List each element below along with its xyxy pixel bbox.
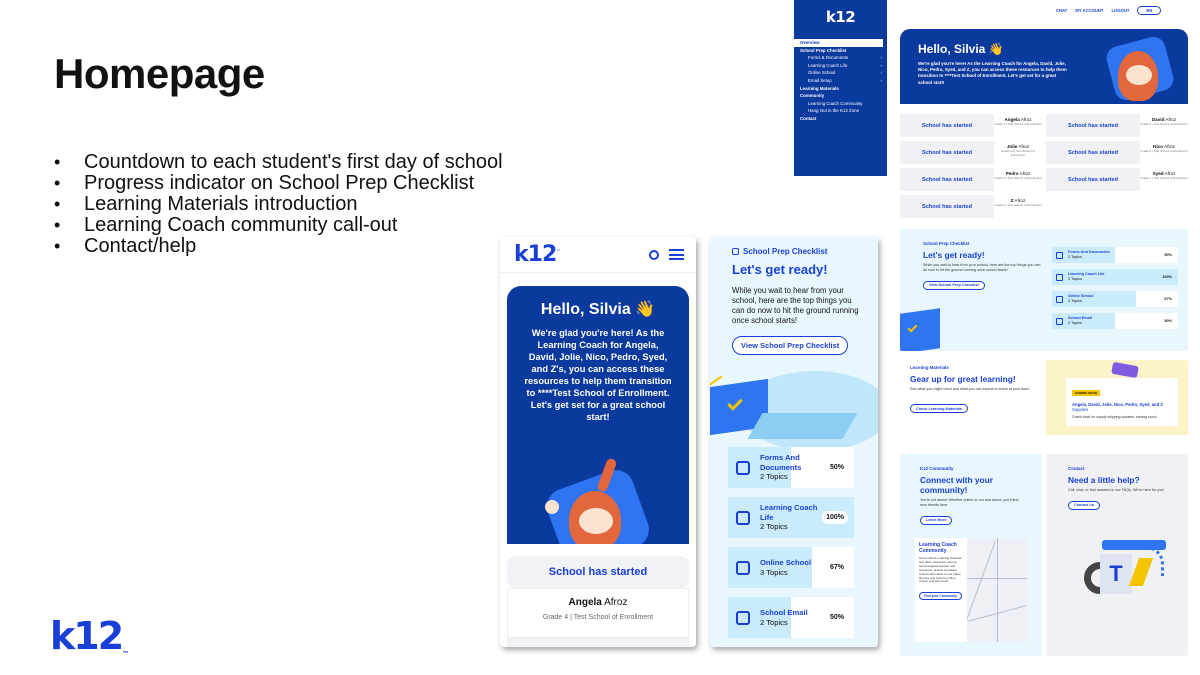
desktop-k12-logo[interactable]: k12	[825, 8, 856, 26]
progress-item-topics: 2 Topics	[760, 472, 788, 482]
progress-item-title: Online School	[1068, 294, 1094, 299]
sidebar-item[interactable]	[794, 69, 887, 77]
view-checklist-button[interactable]: View School Prep Checklist	[732, 336, 848, 355]
student-grade-school: Grade 2 | Test School of Enrollment	[1140, 122, 1188, 126]
mobile-home-screenshot	[500, 237, 696, 647]
contact-us-button[interactable]: Contact Us	[1068, 501, 1100, 510]
student-last-name: Afroz	[1165, 117, 1177, 122]
school-status-label: School has started	[1046, 168, 1140, 191]
student-last-name: Afroz	[604, 597, 628, 608]
progress-item[interactable]	[1052, 247, 1178, 263]
sidebar-item[interactable]	[794, 62, 887, 70]
sidebar-item-label: School Prep Checklist	[800, 47, 847, 53]
student-first-name: Z	[1010, 198, 1014, 203]
student-first-name: David	[1151, 117, 1165, 122]
bullet-item: • Learning Coach community call-out	[54, 215, 503, 236]
checklist-kicker-label: School Prep Checklist	[743, 247, 828, 256]
student-grade-school: Grade 4 | Test School of Enrollment	[542, 614, 654, 621]
contact-description: Call, chat, or find answers in our FAQs. We're here for you!	[1068, 488, 1165, 492]
progress-item[interactable]	[1052, 313, 1178, 329]
school-status-label: School has started	[900, 141, 994, 164]
progress-item-topics: 2 Topics	[1068, 277, 1082, 281]
map-road	[967, 541, 996, 639]
school-status-label: School has started	[1046, 114, 1140, 137]
mobile-k12-logo[interactable]	[514, 242, 559, 267]
sidebar-item[interactable]	[794, 39, 883, 47]
desktop-welcome-hero	[900, 29, 1188, 104]
sidebar-item[interactable]	[794, 115, 887, 123]
view-checklist-button[interactable]: View School Prep Checklist	[923, 281, 985, 290]
forms-icon	[736, 461, 750, 475]
checklist-description: While you wait to hear from your school, here are the top things you can do now to hit the ground running once school starts!	[732, 286, 859, 325]
checklist-topic-icon	[1056, 318, 1063, 325]
progress-percent: 67%	[826, 561, 848, 574]
text-t-icon: T	[1100, 554, 1132, 594]
student-card[interactable]	[1046, 141, 1188, 164]
sidebar-item-label: Contact	[800, 115, 817, 121]
sidebar-item-label: Learning Materials	[800, 85, 839, 91]
checklist-topic-icon	[1056, 274, 1063, 281]
bullet-item: • Countdown to each student's first day of school	[54, 152, 503, 173]
student-first-name: Syed	[1152, 171, 1164, 176]
student-first-name: Angela	[1004, 117, 1020, 122]
sidebar-item-label: Forms & Documents	[808, 55, 849, 61]
sidebar-item[interactable]	[794, 85, 887, 93]
progress-percent: 100%	[822, 511, 848, 524]
menu-icon[interactable]	[669, 249, 684, 260]
supplies-card	[1066, 378, 1178, 426]
sidebar-item[interactable]	[794, 92, 887, 100]
welcome-hero	[507, 286, 689, 544]
progress-item-title: Forms And Documents	[1068, 250, 1110, 255]
school-status-label: School has started	[900, 168, 994, 191]
contact-title: Need a little help?	[1068, 475, 1140, 485]
progress-item[interactable]	[1052, 269, 1178, 285]
desktop-welcome-message: We're glad you're here! As the Learning Coach for Angela, David, Jolie, Nico, Pedro, Syed, and Z, you can access these resources to help them transition to ****Test School of Enrollment. Let's get set for a great school start!	[918, 61, 1067, 85]
checklist-description: While you wait to hear from your school, here are the top things you can do now to hit the ground running once school starts!	[923, 263, 1041, 272]
chat-icon[interactable]	[649, 250, 659, 260]
materials-description: See what you might need and what you can expect to arrive at your door!	[910, 387, 1030, 391]
progress-percent: 67%	[1164, 297, 1172, 301]
progress-item-title: School Email	[1068, 316, 1092, 321]
student-info	[1140, 114, 1188, 137]
logout-link[interactable]: LOGOUT	[1111, 8, 1130, 13]
contact-panel	[1046, 454, 1188, 656]
progress-item-topics: 2 Topics	[760, 617, 788, 627]
my-account-link[interactable]: MY ACCOUNT	[1075, 8, 1104, 13]
student-grade-school: Grade 1 | Test School of Enrollment	[1140, 176, 1188, 180]
sidebar-item-label: Email Setup	[808, 77, 832, 83]
sidebar-item-label: Learning Coach Life	[808, 62, 848, 68]
community-panel	[900, 454, 1042, 656]
check-materials-button[interactable]: Check Learning Materials	[910, 404, 968, 413]
community-title: Connect with your community!	[920, 475, 994, 495]
k12-logo-text: k12	[50, 614, 123, 658]
community-description: You're not alone! Whether online or out and about, you'll find new friends here.	[920, 498, 1019, 507]
school-status-label: School has started	[1046, 141, 1140, 164]
coming-soon-badge: COMING SOON	[1072, 390, 1100, 396]
student-card[interactable]	[900, 195, 1042, 218]
k12-logo	[50, 614, 129, 658]
checklist-topic-icon	[1056, 252, 1063, 259]
sidebar-item[interactable]	[794, 107, 887, 115]
sidebar-item-label: Overview	[800, 40, 820, 45]
welcome-message: We're glad you're here! As the Learning Coach for Angela, David, Jolie, Nico, Pedro, Syed, and Z's, you can access these resources to help them transition to ****Test School of Enrollment. Let's get set for a great school start!	[524, 328, 672, 422]
greeting-heading: Hello, Silvia 👋	[540, 301, 656, 318]
progress-percent: 50%	[1164, 253, 1172, 257]
contact-kicker: Contact	[1068, 466, 1085, 471]
fox-paw-shape	[545, 500, 559, 514]
supplies-card-note: Check back for supply shipping updates, coming soon!	[1072, 415, 1157, 419]
map-illustration	[967, 538, 1027, 642]
trademark-mark: ™	[556, 248, 560, 254]
progress-item-topics: 3 Topics	[1068, 299, 1082, 303]
email-icon	[736, 611, 750, 625]
laptop-keyboard-shape	[747, 413, 857, 439]
chevron-right-icon: ›	[880, 70, 882, 76]
progress-item-school-email[interactable]	[728, 597, 854, 638]
feature-bullet-list	[54, 152, 503, 257]
progress-item-title: Online School	[760, 558, 812, 567]
learning-materials-panel	[900, 360, 1040, 435]
community-kicker: K12 Community	[920, 466, 954, 471]
map-road	[997, 538, 998, 642]
sidebar-nav-list	[794, 39, 887, 123]
sidebar-item-label: Hang Out in the K12 Zone	[808, 108, 860, 114]
materials-coming-soon-panel	[1046, 360, 1188, 435]
checklist-kicker	[732, 247, 866, 256]
student-info	[994, 114, 1042, 137]
dots-illustration	[1146, 546, 1164, 576]
slide-title: Homepage	[54, 50, 265, 97]
materials-kicker: Learning Materials	[910, 365, 949, 370]
student-last-name: Afroz	[1018, 144, 1030, 149]
progress-item-title: Learning Coach Life	[1068, 272, 1105, 277]
checklist-kicker: School Prep Checklist	[923, 241, 970, 246]
progress-item-coach-life[interactable]	[728, 497, 854, 538]
student-info	[994, 141, 1042, 164]
progress-percent: 50%	[1164, 319, 1172, 323]
laptop-illustration	[900, 308, 940, 351]
trademark-mark: ™	[122, 650, 130, 658]
progress-item-title: Forms And Documents	[760, 453, 802, 472]
progress-percent: 50%	[826, 611, 848, 624]
language-select[interactable]: EN	[1137, 6, 1161, 15]
progress-item-topics: 2 Topics	[1068, 255, 1082, 259]
sidebar-item[interactable]	[794, 77, 887, 85]
student-info	[1140, 168, 1188, 191]
supplies-link[interactable]: Supplies	[1072, 407, 1089, 412]
desktop-sidebar-nav	[794, 0, 887, 176]
student-card[interactable]	[507, 588, 689, 638]
bullet-item: • Learning Materials introduction	[54, 194, 503, 215]
student-grade-school: Grade 4 | Test School of Enrollment	[994, 122, 1042, 126]
desktop-checklist-panel	[900, 229, 1188, 351]
fox-face-shape	[1126, 65, 1152, 85]
school-status-label: School has started	[900, 114, 994, 137]
materials-title: Gear up for great learning!	[910, 374, 1016, 384]
sidebar-item-label: Community	[800, 93, 825, 99]
bullet-item: • Progress indicator on School Prep Checklist	[54, 173, 503, 194]
student-card[interactable]	[1046, 114, 1188, 137]
progress-item-title: Learning Coach Life	[760, 503, 818, 522]
mobile-logo-text: k12	[514, 242, 557, 267]
mobile-header	[500, 237, 696, 273]
student-first-name: Nico	[1153, 144, 1164, 149]
laptop-illustration	[710, 361, 878, 447]
chat-link[interactable]: CHAT	[1056, 8, 1068, 13]
student-last-name: Afroz	[1164, 144, 1175, 149]
bullet-item: • Contact/help	[54, 236, 503, 257]
student-info	[994, 168, 1042, 191]
sidebar-item-label: Online School	[808, 70, 836, 76]
checklist-title: Let's get ready!	[923, 250, 985, 260]
student-card[interactable]	[900, 114, 1042, 137]
music-notes-illustration	[1111, 362, 1139, 378]
fox-face-shape	[579, 508, 613, 534]
student-last-name: Afroz	[1164, 171, 1176, 176]
next-student-card	[507, 638, 689, 647]
progress-item-online-school[interactable]	[728, 547, 854, 588]
mobile-checklist-screenshot	[710, 237, 878, 647]
sidebar-item[interactable]	[794, 54, 887, 62]
student-last-name: Afroz	[1020, 117, 1032, 122]
graduation-cap-icon	[736, 561, 750, 575]
school-status-label: School has started	[900, 195, 994, 218]
checklist-icon	[732, 248, 739, 255]
student-grade-school: Grade 10 | Test School of Enrollment	[1001, 149, 1035, 157]
checklist-progress-list	[710, 447, 878, 638]
student-status-grid	[900, 114, 1188, 218]
chevron-right-icon: ›	[880, 62, 882, 68]
student-info	[994, 195, 1042, 218]
desktop-topbar	[1056, 6, 1161, 15]
student-card[interactable]	[1046, 168, 1188, 191]
progress-item-forms[interactable]	[728, 447, 854, 488]
calendar-icon	[736, 511, 750, 525]
student-card[interactable]	[900, 141, 1042, 164]
student-last-name: Afroz	[1014, 198, 1026, 203]
student-info	[1140, 141, 1188, 164]
desktop-greeting-heading: Hello, Silvia 👋	[918, 42, 1004, 56]
student-first-name: Angela	[568, 597, 602, 608]
school-status-card: School has started	[507, 556, 689, 588]
sidebar-item-label: Learning Coach Community	[808, 100, 863, 106]
student-grade-school: Grade 5 | Test School of Enrollment	[1140, 149, 1188, 153]
checklist-title: Let's get ready!	[732, 262, 828, 277]
student-first-name: Pedro	[1005, 171, 1019, 176]
chevron-right-icon: ›	[880, 77, 882, 83]
progress-percent: 100%	[1162, 275, 1172, 279]
student-grade-school: Grade 6 | Test School of Enrollment	[994, 203, 1042, 207]
student-last-name: Afroz	[1019, 171, 1031, 176]
community-card	[915, 538, 1027, 642]
sidebar-item[interactable]	[794, 47, 887, 55]
supplies-card-names: Angela, David, Jolie, Nico, Pedro, Syed, and Z	[1072, 402, 1163, 407]
progress-item-title: School Email	[760, 608, 808, 617]
student-card[interactable]	[900, 168, 1042, 191]
progress-item-topics: 2 Topics	[1068, 321, 1082, 325]
checklist-topic-icon	[1056, 296, 1063, 303]
checklist-progress-list	[1052, 247, 1178, 335]
student-first-name: Jolie	[1006, 144, 1018, 149]
progress-item-topics: 3 Topics	[760, 567, 788, 577]
community-card-title: Learning Coach Community	[919, 542, 957, 554]
progress-percent: 50%	[826, 461, 848, 474]
chevron-right-icon: ›	[880, 55, 882, 61]
progress-item[interactable]	[1052, 291, 1178, 307]
learn-more-button[interactable]: Learn More	[920, 516, 952, 525]
student-grade-school: Grade 3 | Test School of Enrollment	[994, 176, 1042, 180]
community-card-text: Here's where Learning Coaches and other supporters who've found targeted support and resources, access important school information in one place, find tips and tools for online school, and lots more!	[919, 557, 962, 584]
find-community-button[interactable]: Find your Community	[919, 592, 962, 600]
progress-item-topics: 2 Topics	[760, 522, 788, 532]
sidebar-item[interactable]	[794, 100, 887, 108]
